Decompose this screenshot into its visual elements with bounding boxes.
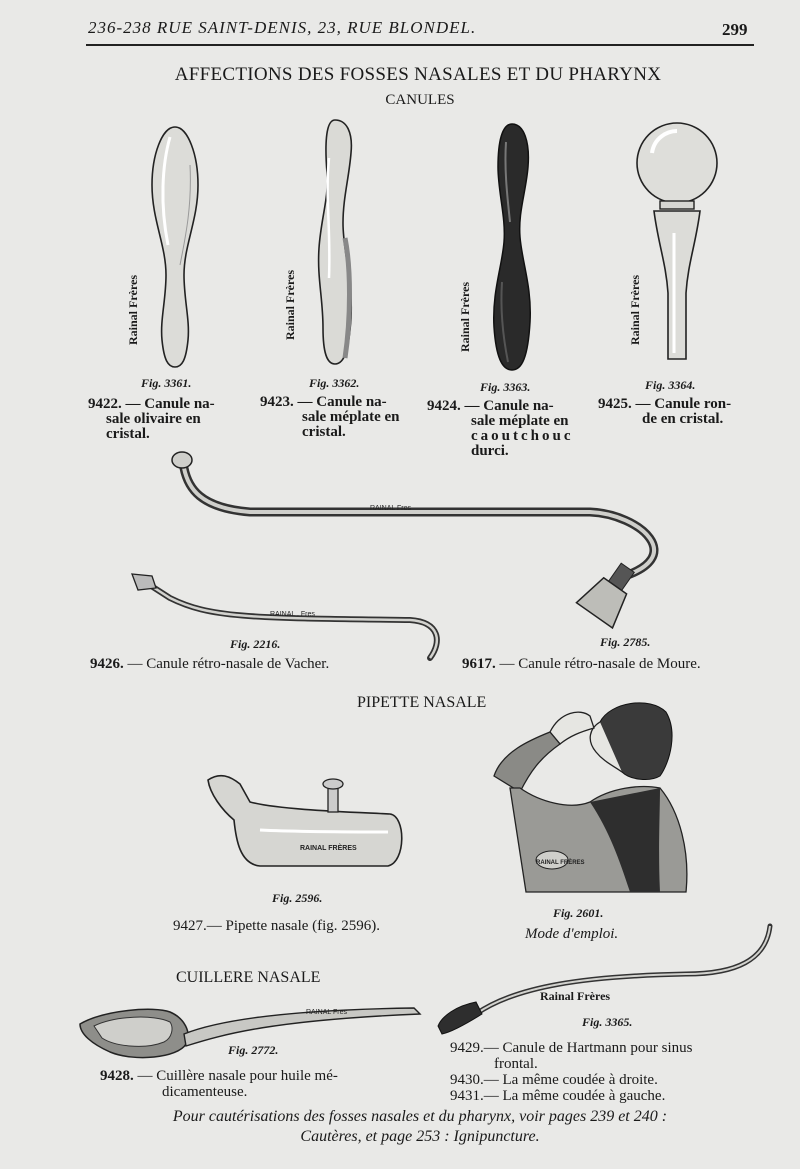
caption-9427: 9427.— Pipette nasale (fig. 2596). xyxy=(173,918,381,934)
pipette-nasale-illustration xyxy=(200,770,410,880)
fig-2601: Fig. 2601. xyxy=(553,906,604,920)
section-title-pipette: PIPETTE NASALE xyxy=(357,694,487,711)
pipette-engraving: RAINAL FRÈRES xyxy=(300,845,357,852)
fig-3361: Fig. 3361. xyxy=(141,376,192,390)
canule-olivaire-illustration xyxy=(140,125,210,370)
section-title-cuillere: CUILLERE NASALE xyxy=(176,969,321,986)
hartmann-maker: Rainal Frères xyxy=(540,989,611,1003)
canule-vacher-illustration xyxy=(130,568,450,668)
running-header: 236-238 RUE SAINT-DENIS, 23, RUE BLONDEL. xyxy=(88,18,477,37)
caption-mode-emploi: Mode d'emploi. xyxy=(525,926,619,942)
fig-2785: Fig. 2785. xyxy=(600,635,651,649)
mode-emploi-illustration xyxy=(490,692,700,897)
fig-2772: Fig. 2772. xyxy=(228,1043,279,1057)
moure-engraving: RAINAL Fres xyxy=(370,505,411,512)
canule-1-maker: Rainal Frères xyxy=(126,274,140,345)
page-title: AFFECTIONS DES FOSSES NASALES ET DU PHARYNX xyxy=(174,64,662,85)
cuillere-engraving: RAINAL Fres xyxy=(306,1009,347,1016)
canule-ronde-illustration xyxy=(632,123,722,363)
caption-9423: 9423. — Canule na- sale méplate en cristal. xyxy=(260,394,400,440)
fig-3364: Fig. 3364. xyxy=(645,378,696,392)
caption-9425: 9425. — Canule ron- de en cristal. xyxy=(598,396,732,427)
fig-3365: Fig. 3365. xyxy=(582,1015,633,1029)
canule-caoutchouc-illustration xyxy=(480,122,550,374)
vacher-engraving: RAINAL . Fres xyxy=(270,611,315,618)
canule-2-maker: Rainal Frères xyxy=(283,269,297,340)
fig-2596: Fig. 2596. xyxy=(272,891,323,905)
caption-9429-9431: 9429.— Canule de Hartmann pour sinus frontal. 9430.— La même coudée à droite. 9431.— La même coudée à gauche. xyxy=(450,1040,693,1104)
caption-9424: 9424. — Canule na- sale méplate en caoutchouc durci. xyxy=(427,398,574,459)
caption-9426: 9426. — Canule rétro-nasale de Vacher. xyxy=(90,656,330,672)
fig-3363: Fig. 3363. xyxy=(480,380,531,394)
fig-3362: Fig. 3362. xyxy=(309,376,360,390)
canule-3-maker: Rainal Frères xyxy=(458,281,472,352)
usage-engraving: RAINAL FRÈRES xyxy=(536,860,585,866)
caption-9617: 9617. — Canule rétro-nasale de Moure. xyxy=(462,656,701,672)
canule-meplate-cristal-illustration xyxy=(305,118,365,370)
canule-4-maker: Rainal Frères xyxy=(628,274,642,345)
section-title-canules: CANULES xyxy=(385,92,455,108)
page-number: 299 xyxy=(722,20,748,39)
caption-9428: 9428. — Cuillère nasale pour huile mé- dicamenteuse. xyxy=(100,1068,338,1100)
footer-note: Pour cautérisations des fosses nasales et du pharynx, voir pages 239 et 240 : Cautères, et page 253 : Ignipuncture. xyxy=(172,1108,668,1145)
header-rule xyxy=(86,44,754,46)
caption-9422: 9422. — Canule na- sale olivaire en cristal. xyxy=(88,396,215,442)
fig-2216: Fig. 2216. xyxy=(230,637,281,651)
